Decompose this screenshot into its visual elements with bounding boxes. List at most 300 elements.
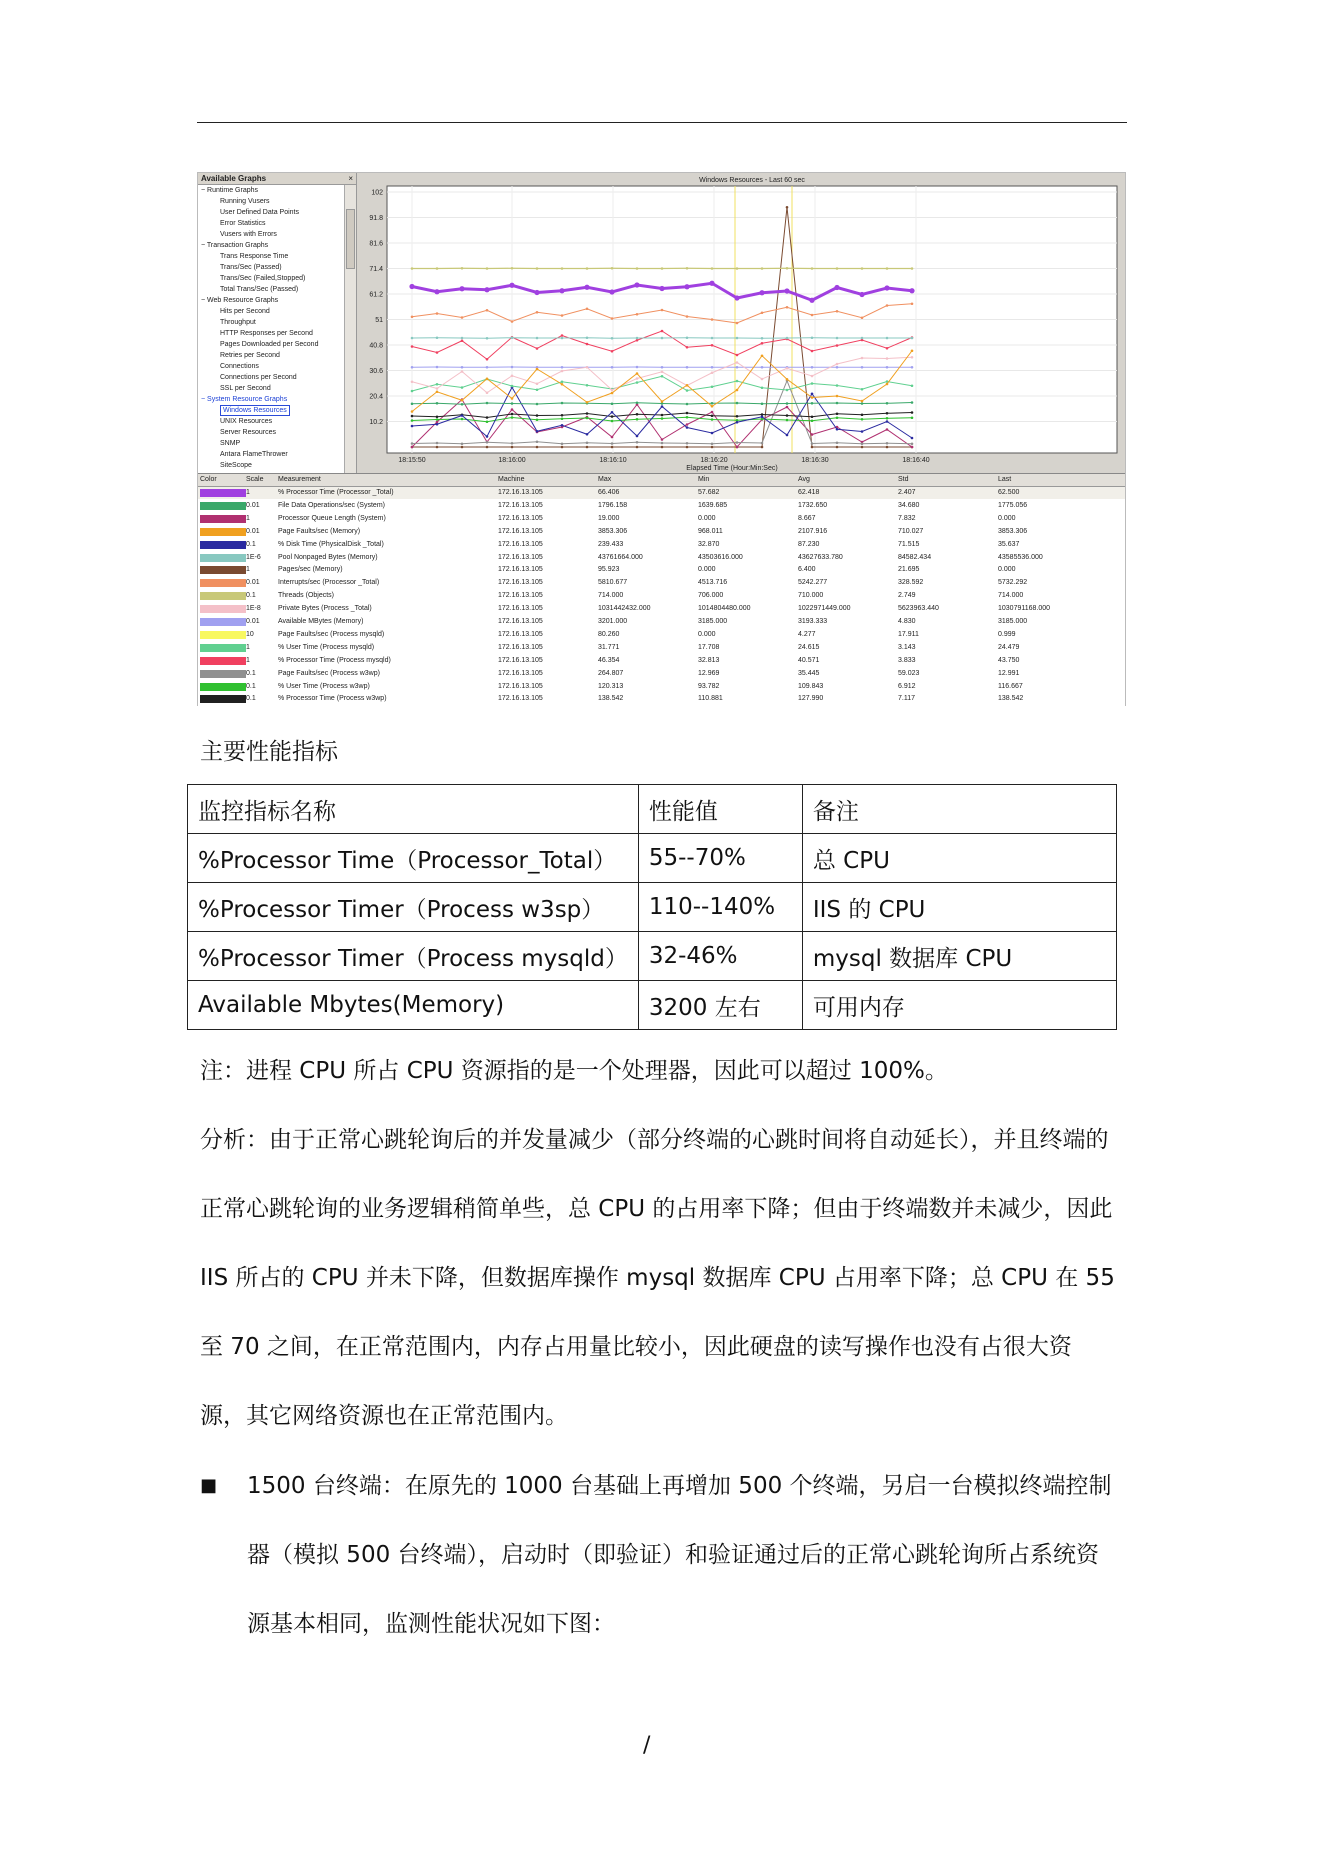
bullet-icon: ■ <box>200 1475 218 1496</box>
data-point <box>436 423 439 426</box>
tree-item[interactable] <box>198 262 356 273</box>
tree-item-label: HTTP Responses per Second <box>220 330 313 337</box>
data-point <box>436 418 439 421</box>
legend-header-cell[interactable]: Min <box>698 476 710 483</box>
legend-cell-measurement: Pages/sec (Memory) <box>278 566 343 574</box>
legend-color-swatch <box>200 554 246 562</box>
legend-cell-scale: 0.1 <box>246 682 256 690</box>
legend-cell-max: 31.771 <box>598 643 620 651</box>
data-point <box>761 446 764 449</box>
data-point <box>711 371 714 374</box>
data-point <box>636 366 639 369</box>
data-point <box>561 366 564 369</box>
tree-item[interactable] <box>198 372 356 383</box>
legend-cell-last: 43.750 <box>998 656 1020 664</box>
data-point <box>711 366 714 369</box>
legend-cell-scale: 1 <box>246 643 250 651</box>
legend-row[interactable] <box>198 681 1125 693</box>
data-point <box>836 428 839 431</box>
legend-cell-measurement: Interrupts/sec (Processor _Total) <box>278 579 380 587</box>
data-point <box>736 402 739 405</box>
data-point <box>636 339 639 342</box>
data-point <box>586 441 589 444</box>
data-point <box>486 267 489 270</box>
data-point <box>536 418 539 421</box>
data-point <box>659 286 664 291</box>
data-point <box>884 285 889 290</box>
legend-cell-min: 1639.685 <box>698 501 728 509</box>
data-point <box>559 288 564 293</box>
legend-header-row <box>198 474 1125 487</box>
tree-item[interactable] <box>198 251 356 262</box>
tree-item[interactable] <box>198 196 356 207</box>
analysis-line: 至 70 之间，在正常范围内，内存占用量比较小，因此硬盘的读写操作也没有占很大资 <box>200 1334 1072 1360</box>
legend-cell-std: 2.749 <box>898 592 916 600</box>
analysis-line: 分析：由于正常心跳轮询后的并发量减少（部分终端的心跳时间将自动延长），并且终端的 <box>200 1127 1109 1153</box>
data-point <box>709 281 714 286</box>
x-tick-label: 18:16:20 <box>700 457 728 464</box>
x-tick-label: 18:15:50 <box>398 457 426 464</box>
legend-header-cell[interactable]: Measurement <box>278 476 321 483</box>
data-point <box>836 412 839 415</box>
data-point <box>761 402 764 405</box>
table-cell: %Processor Timer（Process w3sp） <box>188 883 639 932</box>
tree-item[interactable] <box>198 284 356 295</box>
scrollbar-thumb[interactable] <box>346 209 355 269</box>
tree-item-label: User Defined Data Points <box>220 209 299 216</box>
tree-item-label: Total Trans/Sec (Passed) <box>220 286 299 293</box>
legend-cell-scale: 0.1 <box>246 540 256 548</box>
data-point <box>536 414 539 417</box>
data-point <box>534 290 539 295</box>
tree-item[interactable] <box>198 460 356 471</box>
legend-cell-std: 5623963.440 <box>898 605 939 613</box>
tree-item-label: SSL per Second <box>220 385 271 392</box>
data-point <box>436 415 439 418</box>
legend-cell-last: 35.637 <box>998 540 1020 548</box>
legend-cell-std: 6.912 <box>898 682 916 690</box>
tree-item[interactable] <box>198 306 356 317</box>
data-point <box>411 402 414 405</box>
y-tick-label: 71.4 <box>369 266 383 273</box>
tree-item[interactable] <box>198 328 356 339</box>
legend-cell-scale: 0.1 <box>246 695 256 703</box>
tree-item[interactable] <box>198 339 356 350</box>
data-point <box>786 206 789 209</box>
legend-cell-machine: 172.16.13.105 <box>498 643 543 651</box>
legend-header-cell[interactable]: Scale <box>246 476 264 483</box>
legend-color-swatch <box>200 670 246 678</box>
data-point <box>511 446 514 449</box>
legend-cell-measurement: Page Faults/sec (Process mysqld) <box>278 630 385 638</box>
legend-cell-std: 2.407 <box>898 489 916 496</box>
data-point <box>411 380 414 383</box>
legend-header-cell[interactable]: Machine <box>498 476 525 483</box>
legend-row[interactable] <box>198 668 1125 680</box>
data-point <box>761 366 764 369</box>
data-point <box>911 337 914 340</box>
data-point <box>861 388 864 391</box>
tree-item[interactable] <box>198 416 356 427</box>
data-point <box>836 366 839 369</box>
data-point <box>561 442 564 445</box>
tree-item[interactable] <box>198 405 356 416</box>
data-point <box>911 302 914 305</box>
data-point <box>511 416 514 419</box>
collapse-icon[interactable]: − <box>201 242 207 249</box>
legend-cell-max: 19.000 <box>598 514 620 522</box>
data-point <box>611 442 614 445</box>
data-point <box>711 411 714 414</box>
data-point <box>911 356 914 359</box>
tree-header <box>198 173 356 185</box>
data-point <box>486 309 489 312</box>
legend-cell-measurement: Available MBytes (Memory) <box>278 618 364 625</box>
data-point <box>686 384 689 387</box>
legend-cell-avg: 4.277 <box>798 630 816 638</box>
data-point <box>611 446 614 449</box>
data-point <box>759 290 764 295</box>
legend-row[interactable] <box>198 552 1125 564</box>
data-point <box>611 420 614 423</box>
legend-cell-min: 93.782 <box>698 682 720 690</box>
collapse-icon[interactable]: − <box>201 187 208 194</box>
legend-row[interactable] <box>198 539 1125 551</box>
data-point <box>511 402 514 405</box>
data-point <box>811 433 814 436</box>
data-point <box>561 424 564 427</box>
legend-cell-measurement: Page Faults/sec (Memory) <box>278 527 361 535</box>
data-point <box>511 397 514 400</box>
data-point <box>586 307 589 310</box>
legend-cell-max: 43761664.000 <box>598 553 643 561</box>
data-point <box>911 401 914 404</box>
legend-cell-avg: 6.400 <box>798 566 816 574</box>
data-point <box>636 413 639 416</box>
tree-item-label: Trans/Sec (Passed) <box>220 264 282 271</box>
data-point <box>634 282 639 287</box>
data-point <box>686 416 689 419</box>
data-point <box>761 342 764 345</box>
data-point <box>786 367 789 370</box>
data-point <box>886 442 889 445</box>
data-point <box>736 267 739 270</box>
legend-row[interactable] <box>198 500 1125 512</box>
data-point <box>409 284 414 289</box>
data-point <box>636 435 639 438</box>
measurement-legend <box>198 473 1125 706</box>
tree-item-label: Antara FlameThrower <box>220 451 288 458</box>
data-point <box>586 401 589 404</box>
data-point <box>836 395 839 398</box>
tree-item[interactable] <box>198 273 356 284</box>
data-point <box>886 347 889 350</box>
legend-color-swatch <box>200 592 246 600</box>
legend-cell-std: 59.023 <box>898 669 920 677</box>
legend-row[interactable] <box>198 564 1125 576</box>
tree-item[interactable] <box>198 317 356 328</box>
performance-table <box>187 784 1117 1030</box>
tree-item[interactable] <box>198 438 356 449</box>
data-point <box>561 446 564 449</box>
data-point <box>611 415 614 418</box>
legend-cell-avg: 43627633.780 <box>798 553 843 561</box>
data-point <box>511 408 514 411</box>
data-point <box>786 267 789 270</box>
data-point <box>836 441 839 444</box>
data-point <box>561 383 564 386</box>
data-point <box>761 386 764 389</box>
legend-cell-scale: 0.01 <box>246 527 260 535</box>
data-point <box>411 366 414 369</box>
tree-item[interactable] <box>198 361 356 372</box>
legend-cell-scale: 0.01 <box>246 501 260 509</box>
legend-cell-measurement: % User Time (Process w3wp) <box>278 682 370 690</box>
data-point <box>686 442 689 445</box>
page-number: / <box>643 1733 651 1758</box>
legend-cell-avg: 3193.333 <box>798 618 828 625</box>
data-point <box>736 446 739 449</box>
data-point <box>461 399 464 402</box>
legend-cell-max: 120.313 <box>598 682 624 690</box>
data-point <box>911 446 914 449</box>
tree-item-label: Trans Response Time <box>220 253 289 260</box>
data-point <box>461 403 464 406</box>
data-point <box>486 441 489 444</box>
x-tick-label: 18:16:40 <box>902 457 930 464</box>
data-point <box>886 383 889 386</box>
legend-cell-avg: 710.000 <box>798 592 824 600</box>
legend-cell-last: 3853.306 <box>998 527 1028 535</box>
legend-cell-measurement: % Processor Time (Process mysqld) <box>278 656 391 664</box>
legend-cell-max: 46.354 <box>598 656 620 664</box>
tree-item-label: Transaction Graphs <box>206 242 269 249</box>
data-point <box>436 390 439 393</box>
data-point <box>636 446 639 449</box>
y-tick-label: 10.2 <box>369 419 383 426</box>
tree-item-label: Retries per Second <box>220 352 280 359</box>
data-point <box>886 417 889 420</box>
legend-cell-scale: 0.01 <box>246 618 260 625</box>
data-point <box>786 402 789 405</box>
legend-cell-machine: 172.16.13.105 <box>498 566 543 574</box>
tree-scrollbar[interactable] <box>344 185 356 473</box>
data-point <box>686 267 689 270</box>
tree-item[interactable] <box>198 350 356 361</box>
legend-row[interactable] <box>198 655 1125 667</box>
tree-item[interactable] <box>198 240 356 251</box>
data-point <box>436 336 439 339</box>
data-point <box>536 382 539 385</box>
data-point <box>661 414 664 417</box>
data-point <box>461 418 464 421</box>
collapse-icon[interactable]: − <box>201 297 208 304</box>
header-cell: 监控指标名称 <box>188 785 639 834</box>
legend-row[interactable] <box>198 642 1125 654</box>
legend-color-swatch <box>200 566 246 574</box>
legend-cell-min: 3185.000 <box>698 618 728 625</box>
data-point <box>711 414 714 417</box>
data-point <box>836 310 839 313</box>
data-point <box>811 396 814 399</box>
data-point <box>861 402 864 405</box>
data-point <box>861 418 864 421</box>
data-point <box>911 416 914 419</box>
legend-row[interactable] <box>198 487 1125 499</box>
data-point <box>811 366 814 369</box>
legend-cell-measurement: % User Time (Process mysqld) <box>278 643 375 651</box>
legend-row[interactable] <box>198 629 1125 641</box>
chart-title: Windows Resources - Last 60 sec <box>699 177 805 184</box>
tree-item-label: SiteScope <box>220 462 252 469</box>
tree-item[interactable] <box>198 449 356 460</box>
data-point <box>836 384 839 387</box>
tree-item[interactable] <box>198 383 356 394</box>
legend-row[interactable] <box>198 693 1125 705</box>
tree-item-label: Server Resources <box>220 429 277 436</box>
legend-cell-std: 328.592 <box>898 579 924 587</box>
data-point <box>736 354 739 357</box>
data-point <box>411 442 414 445</box>
data-point <box>686 426 689 429</box>
data-point <box>786 306 789 309</box>
data-point <box>734 295 739 300</box>
legend-row[interactable] <box>198 590 1125 602</box>
tree-item[interactable] <box>198 427 356 438</box>
data-point <box>811 382 814 385</box>
y-tick-label: 61.2 <box>369 291 383 299</box>
data-point <box>461 442 464 445</box>
data-point <box>511 267 514 270</box>
table-cell: 3200 左右 <box>638 981 802 1030</box>
tree-item[interactable] <box>198 295 356 306</box>
available-graphs-tree[interactable] <box>198 173 357 473</box>
legend-cell-machine: 172.16.13.105 <box>498 656 543 664</box>
legend-cell-avg: 40.571 <box>798 656 820 664</box>
legend-cell-last: 3185.000 <box>998 618 1028 625</box>
tree-item-label: Hits per Second <box>220 308 270 315</box>
data-point <box>586 412 589 415</box>
legend-cell-std: 17.911 <box>898 630 919 638</box>
data-point <box>436 312 439 315</box>
legend-row[interactable] <box>198 513 1125 525</box>
table-cell: %Processor Time（Processor_Total） <box>188 834 639 883</box>
data-point <box>736 389 739 392</box>
legend-cell-measurement: Threads (Objects) <box>278 592 335 600</box>
data-point <box>711 318 714 321</box>
data-point <box>636 441 639 444</box>
data-point <box>736 380 739 383</box>
tree-item-label: Connections per Second <box>220 374 297 381</box>
legend-cell-last: 1030791168.000 <box>998 605 1051 613</box>
analysis-line: IIS 所占的 CPU 并未下降，但数据库操作 mysql 数据库 CPU 占用率下降；总 CPU 在 55 <box>200 1265 1115 1291</box>
legend-row[interactable] <box>198 616 1125 628</box>
data-point <box>461 446 464 449</box>
data-point <box>661 446 664 449</box>
close-icon[interactable]: × <box>348 174 353 183</box>
data-point <box>761 337 764 340</box>
data-point <box>511 336 514 339</box>
data-point <box>686 346 689 349</box>
legend-cell-min: 0.000 <box>698 566 716 574</box>
tree-item[interactable] <box>198 218 356 229</box>
tree-item[interactable] <box>198 229 356 240</box>
data-point <box>686 446 689 449</box>
legend-row[interactable] <box>198 577 1125 589</box>
legend-header-cell[interactable]: Color <box>200 476 217 483</box>
bullet-line: 器（模拟 500 台终端），启动时（即验证）和验证通过后的正常心跳轮询所占系统资 <box>247 1542 1100 1568</box>
legend-cell-std: 71.515 <box>898 540 920 548</box>
data-point <box>861 400 864 403</box>
data-point <box>536 446 539 449</box>
header-cell: 性能值 <box>638 785 802 834</box>
tree-item[interactable] <box>198 394 356 405</box>
legend-header-cell[interactable]: Max <box>598 476 612 483</box>
collapse-icon[interactable]: − <box>201 396 208 403</box>
legend-cell-machine: 172.16.13.105 <box>498 489 543 496</box>
data-point <box>461 414 464 417</box>
legend-color-swatch <box>200 605 246 613</box>
data-point <box>886 428 889 431</box>
data-point <box>511 413 514 416</box>
data-point <box>811 350 814 353</box>
legend-header-cell[interactable]: Last <box>998 476 1012 483</box>
data-point <box>836 337 839 340</box>
data-point <box>411 267 414 270</box>
data-point <box>436 267 439 270</box>
legend-cell-min: 0.000 <box>698 630 716 638</box>
data-point <box>661 330 664 333</box>
legend-header-cell[interactable]: Std <box>898 476 909 483</box>
table-row <box>188 981 1117 1030</box>
data-point <box>411 410 414 413</box>
legend-row[interactable] <box>198 603 1125 615</box>
legend-cell-std: 7.832 <box>898 514 916 522</box>
legend-row[interactable] <box>198 526 1125 538</box>
data-point <box>861 442 864 445</box>
tree-item-label: SNMP <box>220 440 241 447</box>
data-point <box>636 381 639 384</box>
tree-item-label: UNIX Resources <box>220 418 273 425</box>
data-point <box>736 366 739 369</box>
data-point <box>761 267 764 270</box>
legend-cell-last: 116.667 <box>998 682 1023 690</box>
legend-cell-last: 62.500 <box>998 489 1020 496</box>
x-axis-label: Elapsed Time (Hour:Min:Sec) <box>686 465 778 472</box>
legend-cell-measurement: % Processor Time (Processor _Total) <box>278 489 394 496</box>
legend-cell-avg: 109.843 <box>798 682 824 690</box>
data-point <box>836 446 839 449</box>
tree-item-label: Web Resource Graphs <box>207 297 279 304</box>
data-point <box>636 313 639 316</box>
data-point <box>461 366 464 369</box>
legend-cell-min: 110.881 <box>698 695 723 703</box>
data-point <box>611 350 614 353</box>
data-point <box>711 344 714 347</box>
y-tick-label: 102 <box>371 189 383 197</box>
data-point <box>886 446 889 449</box>
data-point <box>736 322 739 325</box>
legend-header-cell[interactable]: Avg <box>798 476 810 483</box>
data-point <box>511 374 514 377</box>
data-point <box>411 345 414 348</box>
note-text: 注：进程 CPU 所占 CPU 资源指的是一个处理器，因此可以超过 100%。 <box>200 1058 948 1084</box>
data-point <box>711 267 714 270</box>
tree-item[interactable] <box>198 207 356 218</box>
tree-item[interactable] <box>198 185 356 196</box>
data-point <box>436 387 439 390</box>
legend-cell-measurement: % Disk Time (PhysicalDisk _Total) <box>278 540 384 548</box>
